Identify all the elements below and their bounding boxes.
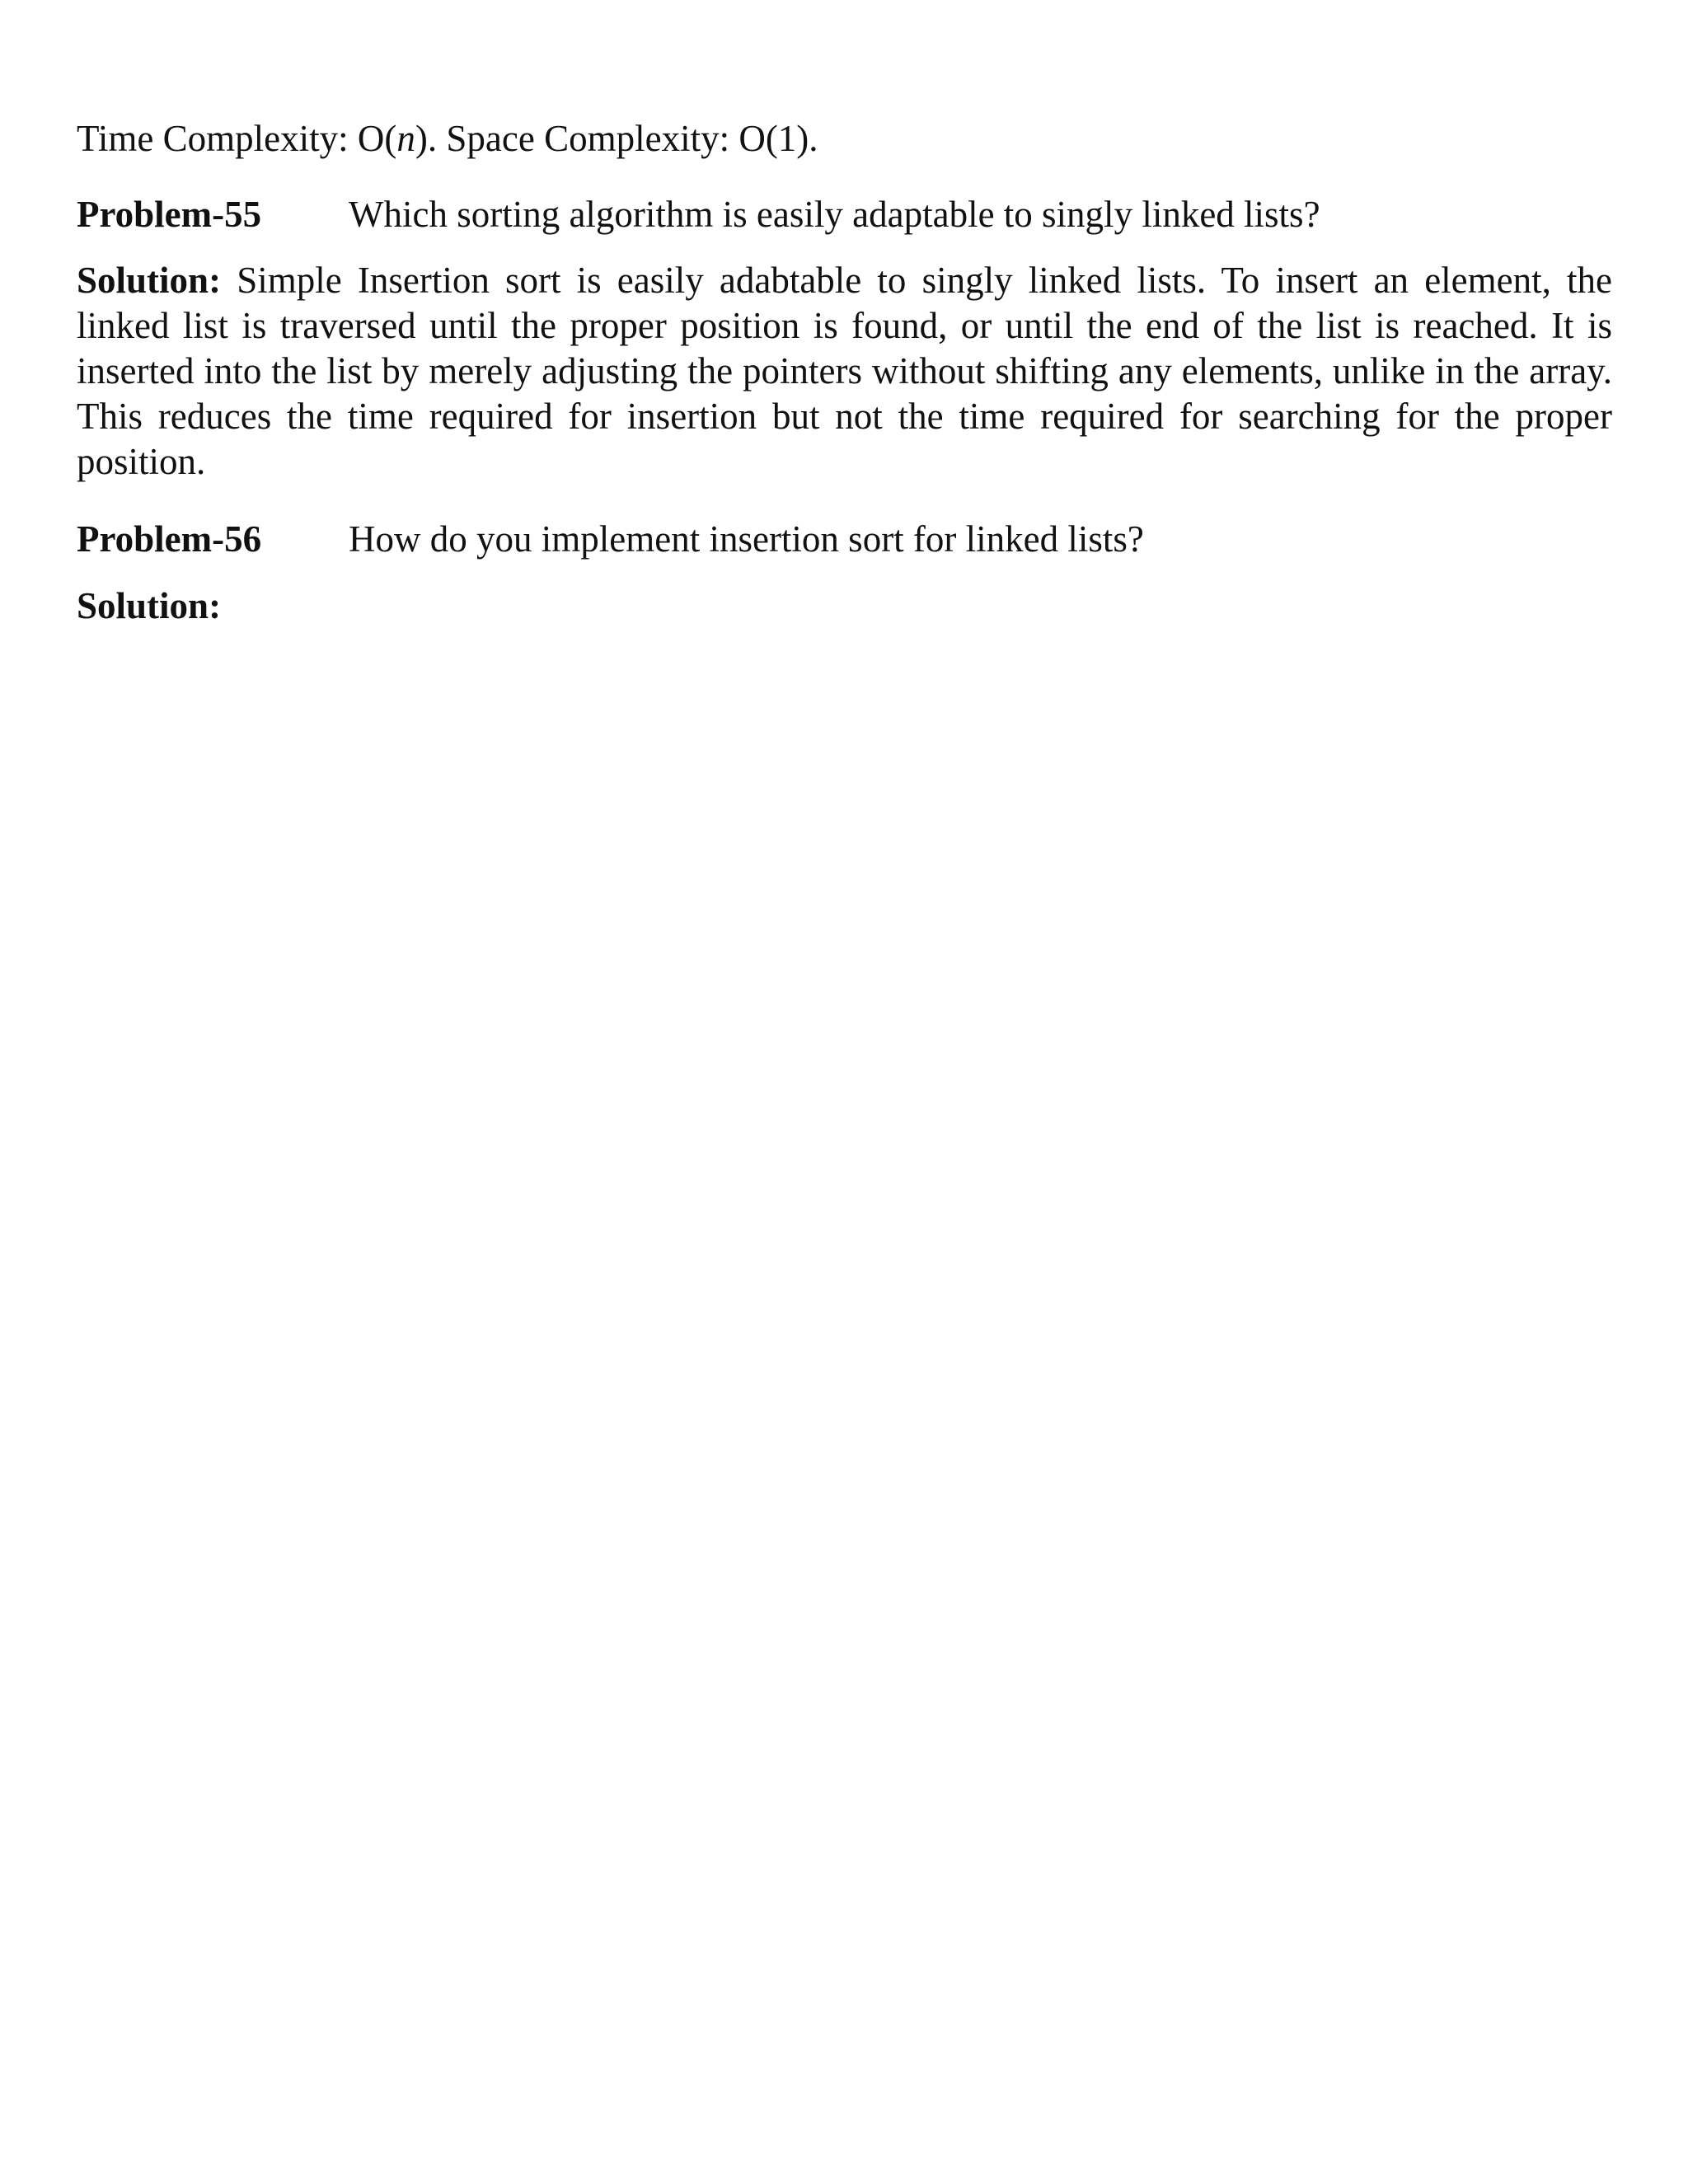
problem-55-question: Which sorting algorithm is easily adaptable to singly linked lists? (349, 194, 1320, 235)
space-complexity-text: Space Complexity: O(1). (437, 118, 818, 159)
solution-56 (77, 583, 1612, 629)
problem-56 (77, 516, 1612, 562)
solution-55-label: Solution: (77, 260, 222, 301)
time-complexity-label: Time Complexity: O( (77, 118, 397, 159)
document-page (77, 115, 1612, 629)
problem-56-question: How do you implement insertion sort for linked lists? (349, 518, 1144, 560)
solution-55 (77, 258, 1612, 485)
complexity-line (77, 115, 1612, 162)
time-complexity-variable: n (396, 118, 415, 159)
time-complexity-close: ). (415, 118, 438, 159)
problem-55 (77, 191, 1612, 237)
problem-55-label: Problem-55 (77, 194, 262, 235)
solution-56-label: Solution: (77, 585, 222, 626)
solution-55-text: Simple Insertion sort is easily adabtable to singly linked lists. To insert an element, the linked list is traversed until the proper position is found, or until the end of the list is reached. It is inserted into the list by merely adjusting the pointers without shifting any elements, unlike in the array. This reduces the time required for insertion but not the time required for searching for the proper position. (77, 260, 1612, 482)
problem-56-label: Problem-56 (77, 518, 262, 560)
